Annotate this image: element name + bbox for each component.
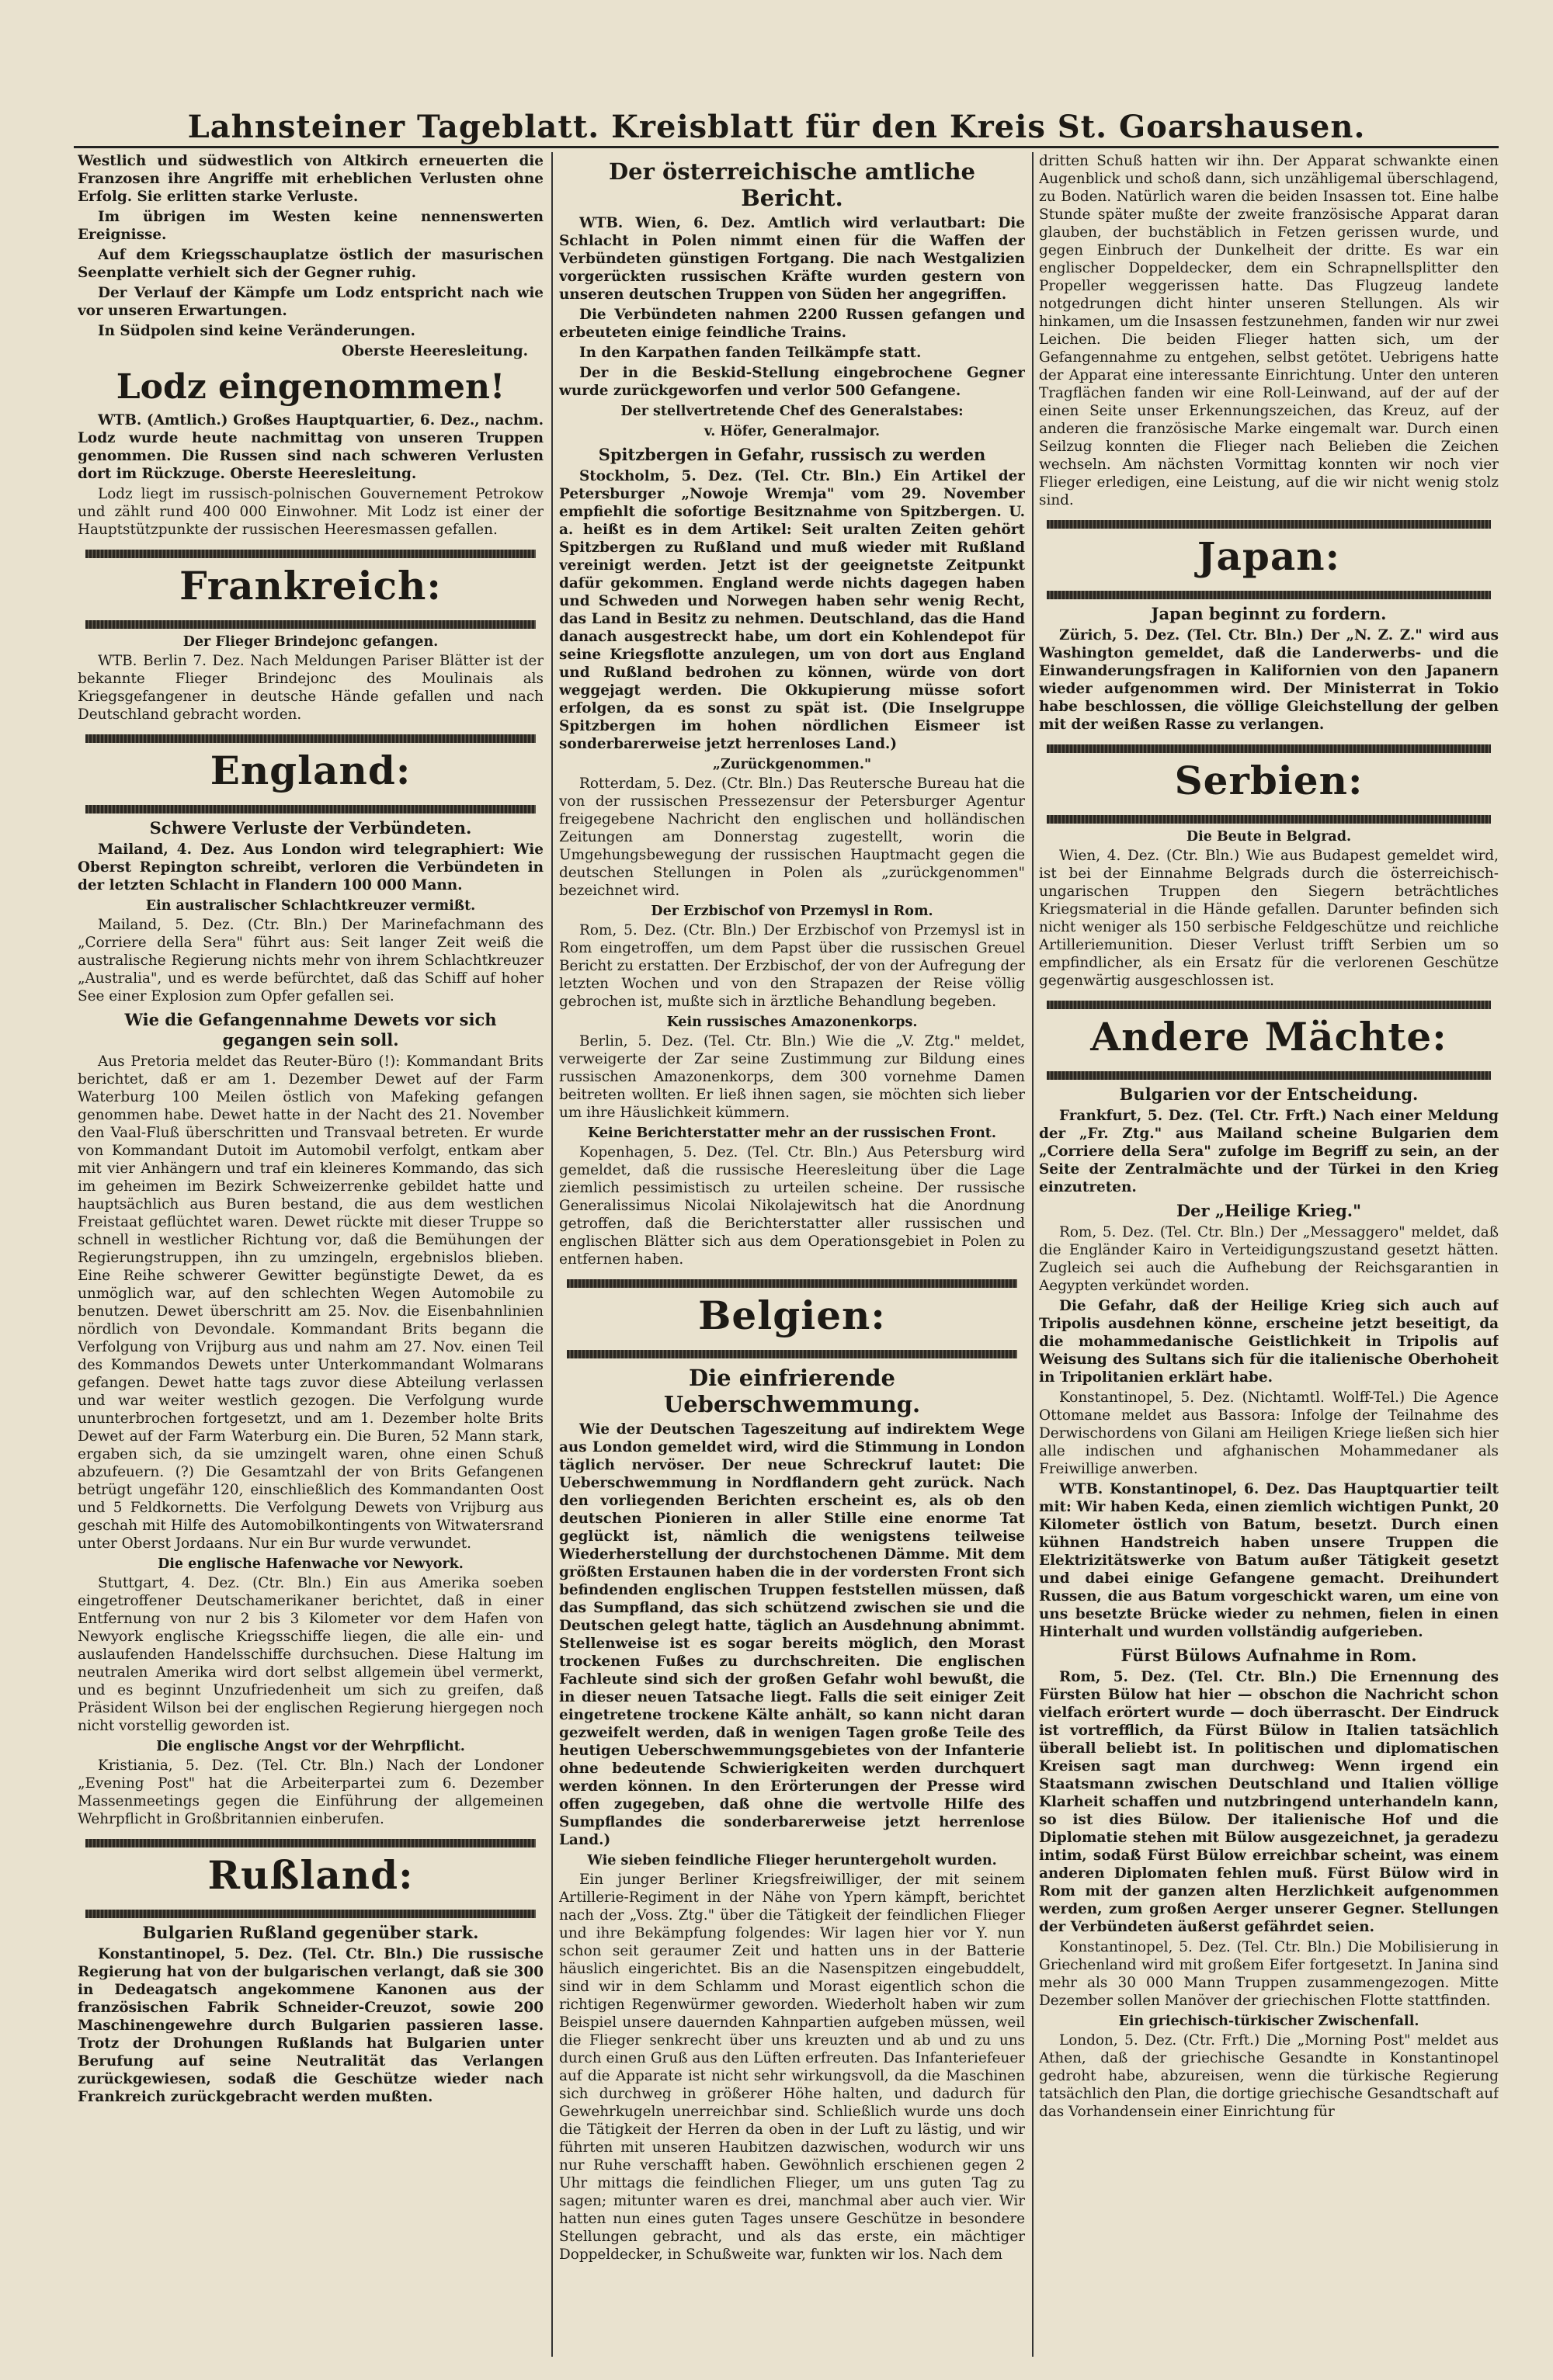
article-paragraph: Konstantinopel, 5. Dez. (Tel. Ctr. Bln.) Die russische Regierung hat von der bulgarischen verlangt, daß sie 300 in Dedeagatsch angekommene Kanonen aus der französischen Fabrik Schneider-Creuzot, sowie 200 Maschinengewehre durch Bulgarien passieren lasse. Trotz der Drohungen Rußlands hat Bulgarien unter Berufung auf seine Neutralität das Verlangen zurückgewiesen, sodaß die Geschütze wieder nach Frankreich zurückgebracht werden mußten. bbox=[78, 1946, 544, 2105]
article-paragraph: Rom, 5. Dez. (Tel. Ctr. Bln.) Der „Messaggero" meldet, daß die Engländer Kairo in Verteidigungszustand gesetzt hätten. Zugleich sei auch die Aufhebung der Reichsgarantien in Aegypten verkündet worden. bbox=[1039, 1224, 1499, 1294]
section-divider bbox=[85, 550, 536, 558]
section-divider bbox=[85, 620, 536, 629]
headline: „Zurückgenommen." bbox=[712, 757, 872, 772]
headline: Der Flieger Brindejonc gefangen. bbox=[182, 634, 439, 650]
section-divider bbox=[1047, 591, 1491, 599]
section-divider bbox=[1047, 1001, 1491, 1009]
article-paragraph: Rotterdam, 5. Dez. (Ctr. Bln.) Das Reutersche Bureau hat die von der russischen Pressezensur der Petersburger Agentur freigegebene Nachricht den englischen und holländischen Zeitungen am Donnerstag zugestellt, worin die Umgehungsbewegung der russischen Hauptmacht gegen die deutschen Stellungen in Polen als „zurückgenommen" bezeichnet wird. bbox=[559, 775, 1025, 899]
headline: Die einfrierende Ueberschwemmung. bbox=[663, 1365, 921, 1417]
article-paragraph: Aus Pretoria meldet das Reuter-Büro (!): Kommandant Brits berichtet, daß er am 1. Dezember Dewet auf der Farm Waterburg 100 Meilen östlich von Mafeking gefangen genommen habe. Dewet hatte in der Nacht des 21. November den Vaal-Fluß überschritten und Transvaal betreten. Er wurde von Kommandant Dutoit im Automobil verfolgt, entkam aber mit vier Anhängern und traf ein kleineres Kommando, das sich im geheimen im Bezirk Schweizerrenke gebildet hatte und hauptsächlich aus Buren bestand, die aus dem westlichen Freistaat geflüchtet waren. Dewet rückte mit dieser Truppe so schnell in westlicher Richtung vor, daß die Bemühungen der Regierungstruppen, ihn zu umzingeln, ergebnislos blieben. Eine Reihe schwerer Gewitter begünstigte Dewet, da es unmöglich war, auf den schlechten Wegen Automobile zu benutzen. Dewet überschritt am 25. Nov. die Eisenbahnlinien nördlich von Devondale. Kommandant Brits begann die Verfolgung von Vrijburg aus und nahm am 27. Nov. einen Teil des Kommandos Dewets unter Unterkommandant Wolmarans gefangen. Dewet hatte tags zuvor diese Abteilung verlassen und war weiter westlich gezogen. Die Verfolgung wurde ununterbrochen fortgesetzt, und am 1. Dezember holte Brits Dewet auf der Farm Waterburg ein. Die Buren, 52 Mann stark, ergaben sich, da sie umzingelt waren, ohne einen Schuß abzufeuern. (?) Die Gesamtzahl der von Brits Gefangenen betrügt ungefähr 120, einschließlich des Kommandanten Oost und 5 Feldkornetts. Die Verfolgung Dewets von Vrijburg aus geschah mit Hilfe des Automobilkontingents von Witwatersrand unter Oberst Jordaans. Nur ein Bur wurde verwundet. bbox=[78, 1053, 544, 1552]
section-divider bbox=[85, 734, 536, 743]
article-paragraph: Ein junger Berliner Kriegsfreiwilliger, der mit seinem Artillerie-Regiment in der Nähe von Ypern kämpft, berichtet nach der „Voss. Ztg." über die Tätigkeit der feindlichen Flieger und ihre Bekämpfung folgendes: Wir lagen hier vor Y. nun schon seit geraumer Zeit und hatten uns in der Batterie häuslich eingerichtet. Bis an die Nasenspitzen eingebuddelt, sind wir in dem Schlamm und Morast eigentlich schon die richtigen Regenwürmer geworden. Wiederholt haben wir zum Beispiel unsere dauernden Kahnpartien aufgeben müssen, weil die Flieger senkrecht über uns kreuzten und ab und zu uns durch einen Gruß aus den Lüften erfreuten. Das Infanteriefeuer auf die Apparate ist nicht sehr wirkungsvoll, da die Maschinen sich durchweg in größerer Höhe halten, und dadurch für Gewehrkugeln unerreichbar sind. Schließlich wurde uns doch die Tätigkeit der Herren da oben in der Luft zu lästig, und wir führten mit unseren Haubitzen dazwischen, wodurch wir uns nur Ruhe verschafft haben. Gewöhnlich erschienen gegen 2 Uhr mittags die feindlichen Flieger, um uns guten Tag zu sagen; mitunter waren es drei, manchmal aber auch vier. Wir hatten nun eines guten Tages unsere Geschütze in besondere Stellungen gebracht, und als das erste, ein mächtiger Doppeldecker, in Schußweite war, funkten wir los. Nach dem bbox=[559, 1872, 1025, 2263]
column-3 bbox=[1039, 152, 1499, 2357]
article-paragraph: Wie der Deutschen Tageszeitung auf indirektem Wege aus London gemeldet wird, wird die Stimmung in London täglich nervöser. Der neue Schreckruf lautet: Die Ueberschwemmung in Nordflandern geht zurück. Nach den vorliegenden Berichten erscheint es, als ob den deutschen Pionieren in aller Stille eine enorme Tat geglückt ist, nämlich die wenigstens teilweise Wiederherstellung der durchstochenen Dämme. Mit dem größten Erstaunen haben die in der vordersten Front sich befindenden englischen Truppen feststellen müssen, daß das Sumpfland, das sich schützend zwischen sie und die Deutschen gelegt hatte, täglich an Ausdehnung abnimmt. Stellenweise ist es sogar bereits möglich, den Morast trockenen Fußes zu durchschreiten. Die englischen Fachleute sind sich der großen Gefahr wohl bewußt, die in dieser neuen Tatsache liegt. Falls die seit einiger Zeit eingetretene trockene Kälte anhält, so kann nicht daran gezweifelt werden, daß in wenigen Tagen große Teile des heutigen Ueberschwemmungsgebietes von der Infanterie ohne bedeutende Schwierigkeiten werden durchquert werden können. In den Erörterungen der Presse wird offen zugegeben, daß ohne die wertvolle Hilfe des Sumpflandes die sonderbarerweise jetzt herrenlose Land.) bbox=[559, 1421, 1025, 1848]
article-paragraph: WTB. Konstantinopel, 6. Dez. Das Hauptquartier teilt mit: Wir haben Keda, einen ziemlich wichtigen Punkt, 20 Kilometer östlich von Batum, besetzt. Durch einen kühnen Handstreich haben unsere Truppen die Elektrizitätswerke von Batum außer Tätigkeit gesetzt und dabei einige Gefangene gemacht. Dreihundert Russen, die aus Batum vorgeschickt waren, um eine von uns besetzte Brücke wieder zu nehmen, fielen in einen Hinterhalt und wurden vollständig aufgerieben. bbox=[1039, 1481, 1499, 1640]
headline: Lodz eingenommen! bbox=[116, 367, 506, 407]
headline: Keine Berichterstatter mehr an der russischen Front. bbox=[588, 1126, 996, 1141]
section-heading: England: bbox=[210, 748, 412, 793]
headline: Bulgarien Rußland gegenüber stark. bbox=[142, 1923, 479, 1942]
section-divider bbox=[1047, 1071, 1491, 1080]
article-paragraph: WTB. Wien, 6. Dez. Amtlich wird verlautbart: Die Schlacht in Polen nimmt einen für die Waffen der Verbündeten günstigen Fortgang. Die nach Westgalizien vorgerückten russischen Kräfte wurden gestern von unseren deutschen Truppen von Süden her angegriffen. bbox=[559, 215, 1025, 303]
headline: Ein australischer Schlachtkreuzer vermißt. bbox=[145, 898, 476, 914]
article-paragraph: Im übrigen im Westen keine nennenswerten Ereignisse. bbox=[78, 209, 544, 243]
section-heading: Serbien: bbox=[1174, 758, 1364, 803]
headline: Japan beginnt zu fordern. bbox=[1151, 604, 1387, 623]
article-paragraph: Die Gefahr, daß der Heilige Krieg sich auch auf Tripolis ausdehnen könne, erscheine jetzt beseitigt, da die mohammedanische Geistlichkeit in Tripolis auf Weisung des Sultans sich für die italienische Oberhoheit in Tripolitanien erklärt habe. bbox=[1039, 1298, 1499, 1386]
headline: Kein russisches Amazonenkorps. bbox=[666, 1015, 918, 1030]
headline: Der Erzbischof von Przemysl in Rom. bbox=[651, 904, 933, 919]
headline: Schwere Verluste der Verbündeten. bbox=[149, 818, 472, 838]
article-paragraph: Konstantinopel, 5. Dez. (Tel. Ctr. Bln.) Die Mobilisierung in Griechenland wird mit großem Eifer fortgesetzt. In Janina sind mehr als 30 000 Mann Truppen zusammengezogen. Mitte Dezember sollen Manöver der griechischen Flotte stattfinden. bbox=[1039, 1939, 1499, 2009]
article-signature: Der stellvertretende Chef des Generalstabes: bbox=[620, 404, 964, 419]
article-paragraph: WTB. (Amtlich.) Großes Hauptquartier, 6. Dez., nachm. Lodz wurde heute nachmittag von unseren Truppen genommen. Die Russen sind nach schweren Verlusten dort im Rückzuge. Oberste Heeresleitung. bbox=[78, 412, 544, 482]
article-paragraph: WTB. Berlin 7. Dez. Nach Meldungen Pariser Blätter ist der bekannte Flieger Brindejonc des Moulinais als Kriegsgefangener in deutsche Hände gefallen und nach Deutschland gebracht worden. bbox=[78, 653, 544, 723]
article-signature: v. Höfer, Generalmajor. bbox=[704, 424, 881, 439]
headline: Wie die Gefangennahme Dewets vor sich gegangen sein soll. bbox=[124, 1010, 497, 1049]
section-heading: Japan: bbox=[1197, 533, 1341, 579]
section-divider bbox=[1047, 744, 1491, 753]
article-paragraph: Zürich, 5. Dez. (Tel. Ctr. Bln.) Der „N. Z. Z." wird aus Washington gemeldet, daß die Landerwerbs- und die Einwanderungsfragen in Kalifornien von den Japanern wieder aufgenommen wird. Der Ministerrat in Tokio habe beschlossen, die völlige Gleichstellung der gelben mit der weißen Rasse zu verlangen. bbox=[1039, 627, 1499, 733]
article-paragraph: Stockholm, 5. Dez. (Tel. Ctr. Bln.) Ein Artikel der Petersburger „Nowoje Wremja" vom 29. November empfiehlt die sofortige Besitznahme von Spitzbergen. U. a. heißt es in dem Artikel: Seit uralten Zeiten gehört Spitzbergen zu Rußland und muß wieder mit Rußland vereinigt werden. Jetzt ist der geeignetste Zeitpunkt dafür gekommen. England werde nichts dagegen haben und Schweden und Norwegen haben sehr wenig Recht, das Land in Besitz zu nehmen. Deutschland, das die Hand danach ausgestreckt habe, um dort ein Kohlendepot für seine Kriegsflotte anzulegen, um von dort aus England und Rußland bedrohen zu können, würde von dort weggejagt werden. Die Okkupierung müsse sofort erfolgen, da es sonst zu spät ist. (Die Inselgruppe Spitzbergen im hohen nördlichen Eismeer ist sonderbarerweise jetzt herrenloses Land.) bbox=[559, 468, 1025, 752]
section-divider bbox=[85, 1910, 536, 1918]
masthead: Lahnsteiner Tageblatt. Kreisblatt für den Kreis St. Goarshausen. bbox=[187, 109, 1366, 145]
section-heading: Frankreich: bbox=[179, 563, 442, 609]
section-divider bbox=[85, 805, 536, 814]
article-paragraph: Frankfurt, 5. Dez. (Tel. Ctr. Frft.) Nach einer Meldung der „Fr. Ztg." aus Mailand scheine Bulgarien dem „Corriere della Sera" zufolge im Begriff zu sein, an der Seite der Zentralmächte und der Türkei in den Krieg einzutreten. bbox=[1039, 1108, 1499, 1195]
article-paragraph: Lodz liegt im russisch-polnischen Gouvernement Petrokow und zählt rund 400 000 Einwohner. Mit Lodz ist einer der Hauptstützpunkte der russischen Heeresmassen gefallen. bbox=[78, 486, 544, 538]
section-divider bbox=[567, 1350, 1017, 1358]
article-paragraph: Rom, 5. Dez. (Tel. Ctr. Bln.) Die Ernennung des Fürsten Bülow hat hier — obschon die Nachricht schon vielfach erörtert wurde — doch überrascht. Der Eindruck ist vortrefflich, da Fürst Bülow in Italien tatsächlich überall beliebt ist. In politischen und diplomatischen Kreisen sagt man durchweg: Wenn irgend ein Staatsmann zwischen Deutschland und Italien völlige Klarheit schaffen und nutzbringend unterhandeln kann, so ist dies Bülow. Der italienische Hof und die Diplomatie stehen mit Bülow ausgezeichnet, ja geradezu intim, sodaß Fürst Bülow erreichbar scheint, was einem anderen Diplomaten fehlen muß. Fürst Bülow wird in Rom mit der ganzen alten Herzlichkeit aufgenommen werden, zum großen Aerger unserer Gegner. Stellungen der Verbündeten äußerst gefährdet seien. bbox=[1039, 1669, 1499, 1935]
column-1 bbox=[78, 152, 544, 2357]
headline: Wie sieben feindliche Flieger heruntergeholt wurden. bbox=[587, 1853, 997, 1868]
column-rule bbox=[551, 152, 553, 2357]
headline: Ein griechisch-türkischer Zwischenfall. bbox=[1118, 2014, 1419, 2029]
article-paragraph: Wien, 4. Dez. (Ctr. Bln.) Wie aus Budapest gemeldet wird, ist bei der Einnahme Belgrads durch die österreichisch-ungarischen Truppen den Siegern beträchtliches Kriegsmaterial in die Hände gefallen. Darunter befinden sich nicht weniger als 150 serbische Feldgeschütze und reichliche Artilleriemunition. Dieser Verlust trifft Serbien um so empfindlicher, als ein Ersatz für die verlorenen Geschütze gegenwärtig ausgeschlossen ist. bbox=[1039, 848, 1499, 989]
masthead-rule bbox=[74, 146, 1499, 148]
article-signature: Oberste Heeresleitung. bbox=[342, 343, 528, 359]
headline: Der „Heilige Krieg." bbox=[1176, 1201, 1362, 1220]
article-paragraph: Der Verlauf der Kämpfe um Lodz entspricht nach wie vor unseren Erwartungen. bbox=[78, 285, 544, 319]
headline: Fürst Bülows Aufnahme in Rom. bbox=[1120, 1646, 1417, 1665]
article-paragraph: Rom, 5. Dez. (Ctr. Bln.) Der Erzbischof von Przemysl ist in Rom eingetroffen, um dem Papst über die russischen Greuel Bericht zu erstatten. Der Erzbischof, der von der Aufregung der letzten Wochen und von den Strapazen der Reise völlig gebrochen ist, mußte sich in ärztliche Behandlung begeben. bbox=[559, 922, 1025, 1010]
article-paragraph: Mailand, 5. Dez. (Ctr. Bln.) Der Marinefachmann des „Corriere della Sera" führt aus: Seit langer Zeit weiß die australische Regierung nichts mehr von ihrem Schlachtkreuzer „Australia", und es werde befürchtet, daß das Schiff auf hoher See einer Explosion zum Opfer gefallen sei. bbox=[78, 917, 544, 1004]
article-paragraph: Auf dem Kriegsschauplatze östlich der masurischen Seenplatte verhielt sich der Gegner ruhig. bbox=[78, 247, 544, 281]
headline: Bulgarien vor der Entscheidung. bbox=[1119, 1084, 1419, 1104]
column-rule bbox=[1032, 152, 1034, 2357]
article-paragraph: Stuttgart, 4. Dez. (Ctr. Bln.) Ein aus Amerika soeben eingetroffener Deutschamerikaner berichtet, daß in einer Entfernung von nur 2 bis 3 Kilometer vor dem Hafen von Newyork englische Kriegsschiffe liegen, die alle ein- und auslaufenden Handelsschiffe durchsuchen. Diese Haltung im neutralen Amerika wird dort selbst allgemein übel vermerkt, und es beginnt Unzufriedenheit um sich zu greifen, daß Präsident Wilson bei der englischen Regierung hiergegen noch nicht vorstellig geworden ist. bbox=[78, 1575, 544, 1734]
article-paragraph: Kopenhagen, 5. Dez. (Tel. Ctr. Bln.) Aus Petersburg wird gemeldet, daß die russische Heeresleitung über die Lage ziemlich pessimistisch zu urteilen scheine. Der russische Generalissimus Nicolai Nikolajewitsch hat die Anordnung getroffen, daß die Berichterstatter aller russischen und englischen Blätter sich aus dem Operationsgebiet in Polen zu entfernen haben. bbox=[559, 1144, 1025, 1268]
article-paragraph: In Südpolen sind keine Veränderungen. bbox=[98, 323, 415, 339]
article-paragraph: Kristiania, 5. Dez. (Tel. Ctr. Bln.) Nach der Londoner „Evening Post" hat die Arbeiterpartei zum 6. Dezember Massenmeetings gegen die Einführung der allgemeinen Wehrpflicht in Großbritannien einberufen. bbox=[78, 1757, 544, 1827]
section-divider bbox=[1047, 815, 1491, 824]
headline: Die Beute in Belgrad. bbox=[1186, 829, 1352, 845]
section-divider bbox=[85, 1839, 536, 1847]
headline: Die englische Hafenwache vor Newyork. bbox=[158, 1556, 464, 1572]
section-heading: Andere Mächte: bbox=[1090, 1014, 1447, 1060]
article-paragraph: Westlich und südwestlich von Altkirch erneuerten die Franzosen ihre Angriffe mit erheblichen Verlusten ohne Erfolg. Sie erlitten starke Verluste. bbox=[78, 153, 544, 205]
article-paragraph: Der in die Beskid-Stellung eingebrochene Gegner wurde zurückgeworfen und verlor 500 Gefangene. bbox=[559, 365, 1025, 399]
article-paragraph: Konstantinopel, 5. Dez. (Nichtamtl. Wolff-Tel.) Die Agence Ottomane meldet aus Bassora: Infolge der Teilnahme des Derwischordens von Gilani am Heiligen Kriege ließen sich hier alle indischen und afghanischen Mohammedaner als Freiwillige anwerben. bbox=[1039, 1389, 1499, 1477]
article-paragraph: London, 5. Dez. (Ctr. Frft.) Die „Morning Post" meldet aus Athen, daß der griechische Gesandte in Konstantinopel gedroht habe, abzureisen, wenn die türkische Regierung tatsächlich den Plan, die dortige griechische Gesandtschaft auf das Vorhandensein einer Einrichtung für bbox=[1039, 2032, 1499, 2120]
section-heading: Belgien: bbox=[698, 1292, 886, 1338]
section-heading: Rußland: bbox=[207, 1852, 414, 1898]
article-paragraph: Berlin, 5. Dez. (Tel. Ctr. Bln.) Wie die „V. Ztg." meldet, verweigerte der Zar seine Zustimmung zur Bildung eines russischen Amazonenkorps, dem 300 vornehme Damen beitreten wollten. Er ließ ihnen sagen, sie möchten sich lieber um ihre Häuslichkeit kümmern. bbox=[559, 1033, 1025, 1121]
headline: Die englische Angst vor der Wehrpflicht. bbox=[156, 1739, 465, 1754]
headline: Der österreichische amtliche Bericht. bbox=[609, 158, 975, 211]
article-paragraph: Die Verbündeten nahmen 2200 Russen gefangen und erbeuteten einige feindliche Trains. bbox=[559, 307, 1025, 341]
column-2 bbox=[559, 152, 1025, 2357]
article-paragraph: Mailand, 4. Dez. Aus London wird telegraphiert: Wie Oberst Repington schreibt, verloren die Verbündeten in der letzten Schlacht in Flandern 100 000 Mann. bbox=[78, 841, 544, 893]
article-paragraph: dritten Schuß hatten wir ihn. Der Apparat schwankte einen Augenblick und schoß dann, sich unzähligemal überschlagend, zu Boden. Natürlich waren die beiden Insassen tot. Eine halbe Stunde später mußte der zweite französische Apparat daran glauben, der buchstäblich in Fetzen gerissen wurde, und gegen Einbruch der Dunkelheit der dritte. Es war ein englischer Doppeldecker, dem ein Schrapnellsplitter den Propeller weggerissen hatte. Das Flugzeug landete notgedrungen dicht hinter unseren Stellungen. Als wir hinkamen, um die Insassen festzunehmen, fanden wir nur zwei Leichen. Die beiden Flieger hatten sich, um der Gefangennahme zu entgehen, selbst getötet. Uebrigens hatte der Apparat eine interessante Einrichtung. Unter den unteren Tragflächen fanden wir eine Roll-Leinwand, auf der auf der einen Seite unser Erkennungszeichen, das Kreuz, auf der anderen die französische Marke eingemalt war. Durch einen Seilzug konnten die Flieger nach Belieben die Zeichen wechseln. Am nächsten Vormittag konnten wir noch vier Flieger erledigen, eine Leistung, auf die wir nicht wenig stolz sind. bbox=[1039, 153, 1499, 508]
article-paragraph: In den Karpathen fanden Teilkämpfe statt. bbox=[579, 345, 922, 361]
headline: Spitzbergen in Gefahr, russisch zu werden bbox=[598, 445, 986, 464]
section-divider bbox=[567, 1279, 1017, 1288]
section-divider bbox=[1047, 520, 1491, 529]
